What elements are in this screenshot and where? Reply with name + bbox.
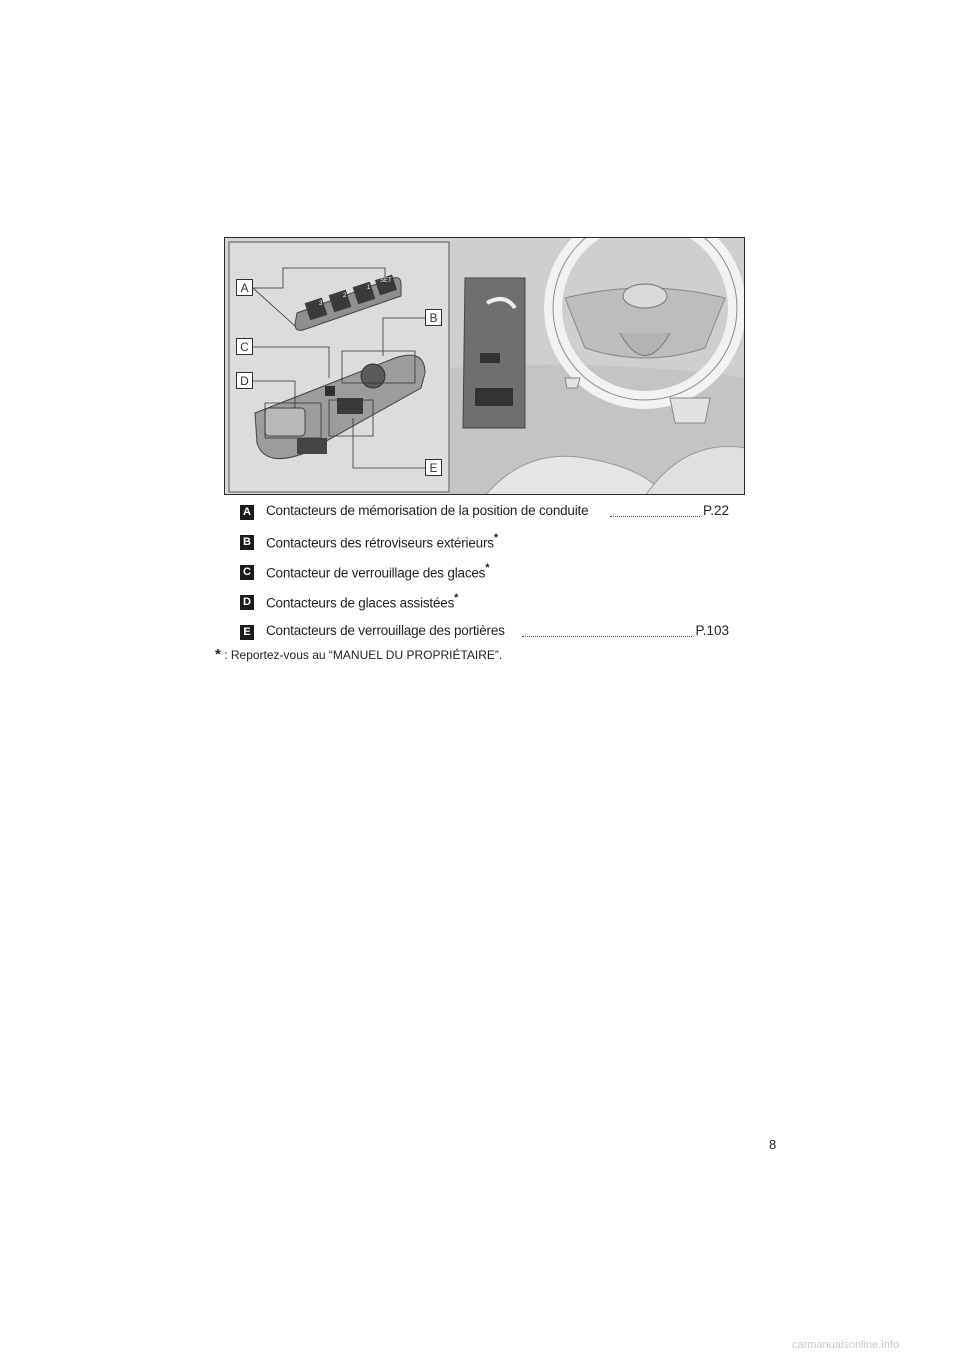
watermark-text: carmanualsonline.info [792,1339,900,1351]
callout-e: E [425,459,442,476]
dot-leader [610,516,700,517]
legend-text [266,533,498,551]
footnote-text: : Reportez-vous au “MANUEL DU PROPRIÉTAIRE”. [224,648,503,662]
callout-c: C [236,338,253,355]
switch-label-set: SET [380,278,392,284]
footnote [215,646,502,663]
legend-list [240,503,750,653]
callout-a: A [236,279,253,296]
switch-label-2: 2 [343,293,347,299]
legend-label: Contacteur de verrouillage des glaces [266,565,486,581]
switch-label-1: 1 [367,285,371,291]
legend-badge: B [240,535,254,550]
star-marker: * [485,562,490,574]
legend-text [266,503,588,518]
callout-d: D [236,372,253,389]
legend-label: Contacteurs de glaces assistées [266,595,455,611]
legend-item [240,593,750,623]
legend-badge: A [240,505,254,520]
controls-illustration [224,237,745,495]
legend-text [266,623,505,638]
page-ref-link[interactable]: P.22 [702,503,729,518]
legend-badge: C [240,565,254,580]
page-ref-link[interactable]: P.103 [695,623,729,638]
legend-label: Contacteurs de mémorisation de la position de conduite [266,503,589,518]
legend-label: Contacteurs des rétroviseurs extérieurs [266,535,494,551]
legend-badge: D [240,595,254,610]
legend-text [266,593,458,611]
dot-leader [522,636,694,637]
page-number: 8 [769,1137,777,1152]
legend-item [240,503,750,533]
footnote-star: * [215,646,221,663]
legend-text [266,563,489,581]
leader-lines [225,238,745,495]
switch-label-3: 3 [319,301,323,307]
callout-b: B [425,309,442,326]
legend-item [240,533,750,563]
star-marker: * [454,592,459,604]
legend-badge: E [240,625,254,640]
legend-item [240,563,750,593]
legend-label: Contacteurs de verrouillage des portières [266,623,505,638]
star-marker: * [493,532,498,544]
